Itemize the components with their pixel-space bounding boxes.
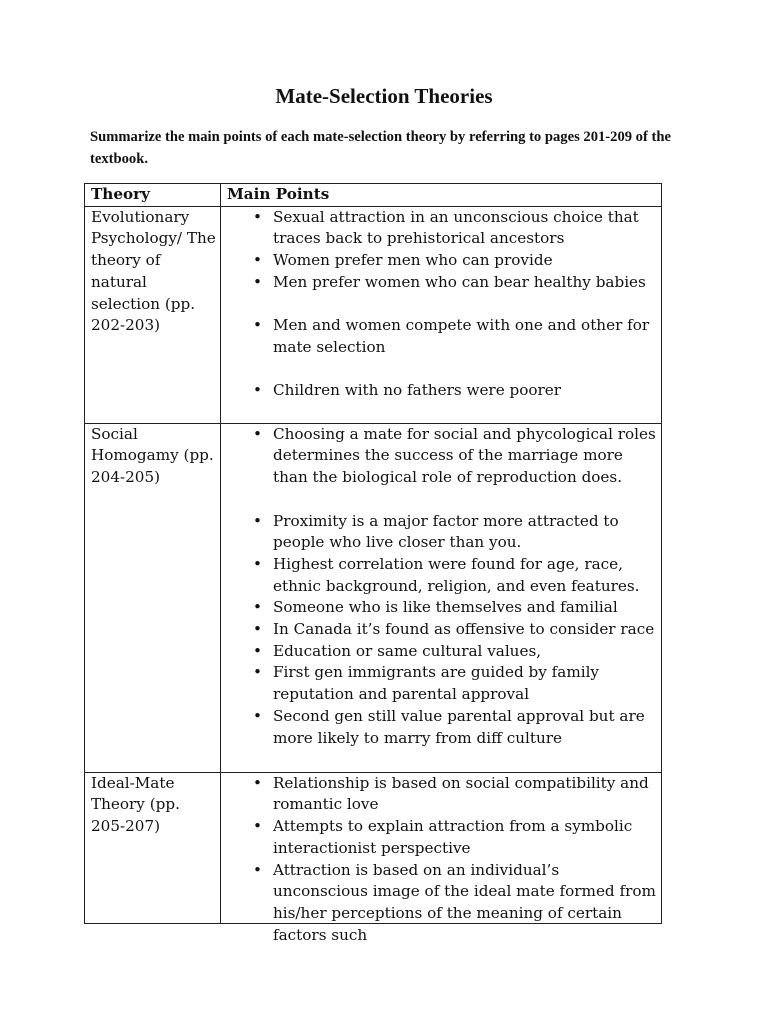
theory-table — [84, 183, 662, 944]
table-row — [85, 423, 662, 772]
table-header-row — [85, 184, 662, 207]
list-item: • Proximity is a major factor more attracted to people who live closer than you. — [227, 511, 657, 554]
points-list — [227, 773, 657, 947]
main-points-cell — [221, 206, 662, 423]
list-item: • Education or same cultural values, — [227, 641, 657, 663]
list-item: • Highest correlation were found for age, race, ethnic background, religion, and even features. — [227, 554, 657, 597]
main-points-cell — [221, 772, 662, 944]
table-row — [85, 206, 662, 423]
list-item: • Someone who is like themselves and familial — [227, 597, 657, 619]
list-item: • Attempts to explain attraction from a symbolic interactionist perspective — [227, 816, 657, 859]
list-item: • First gen immigrants are guided by family reputation and parental approval — [227, 662, 657, 705]
table-row — [85, 772, 662, 923]
header-main-points: Main Points — [221, 184, 662, 207]
theory-name-cell: Ideal-Mate Theory (pp. 205-207) — [85, 772, 221, 923]
list-item: • Relationship is based on social compatibility and romantic love — [227, 773, 657, 816]
clipped-content — [227, 773, 657, 944]
list-item: • Women prefer men who can provide — [227, 250, 657, 272]
points-list — [227, 424, 657, 750]
list-item: • In Canada it’s found as offensive to consider race — [227, 619, 657, 641]
list-item: • Sexual attraction in an unconscious choice that traces back to prehistorical ancestors — [227, 207, 657, 250]
list-item: • Children with no fathers were poorer — [227, 380, 657, 402]
list-item: • Attraction is based on an individual’s unconscious image of the ideal mate formed from his/her perceptions of the meaning of certain factors such — [227, 860, 657, 947]
main-points-cell — [221, 423, 662, 772]
list-item: • Men and women compete with one and other for mate selection — [227, 315, 657, 358]
list-item: • Men prefer women who can bear healthy babies — [227, 272, 657, 294]
list-item: • Second gen still value parental approval but are more likely to marry from diff culture — [227, 706, 657, 749]
list-item: • Choosing a mate for social and phycological roles determines the success of the marriage more than the biological role of reproduction does. — [227, 424, 657, 489]
points-list — [227, 207, 657, 402]
theory-name-cell: Social Homogamy (pp. 204-205) — [85, 423, 221, 772]
header-theory: Theory — [85, 184, 221, 207]
theory-name-cell: Evolutionary Psychology/ The theory of natural selection (pp. 202-203) — [85, 206, 221, 423]
instructions-text: Summarize the main points of each mate-selection theory by referring to pages 201-209 of the textbook. — [90, 129, 671, 167]
page-title: Mate-Selection Theories — [275, 84, 493, 108]
